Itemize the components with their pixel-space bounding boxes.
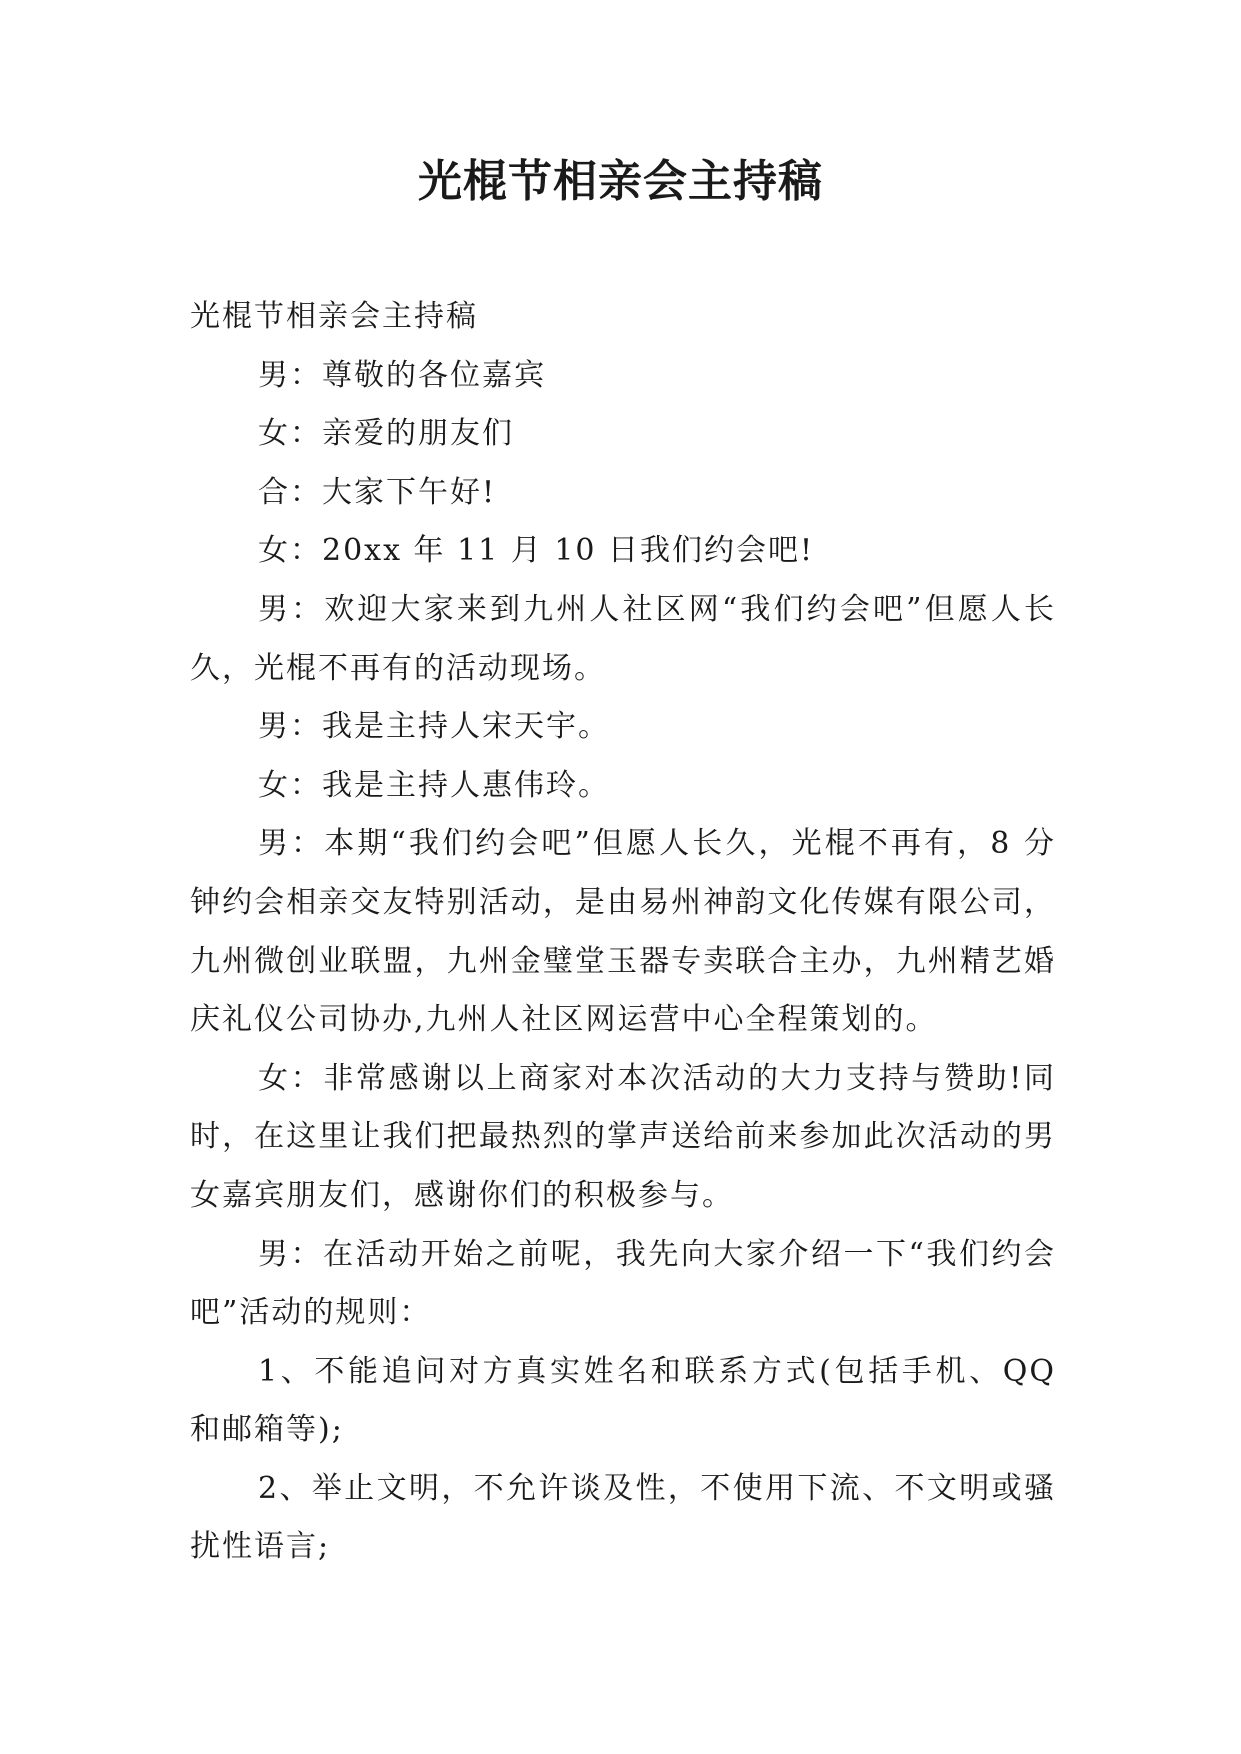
paragraph: 女：非常感谢以上商家对本次活动的大力支持与赞助!同时，在这里让我们把最热烈的掌声送给前来参加此次活动的男女嘉宾朋友们，感谢你们的积极参与。	[190, 1060, 1056, 1213]
document-title: 光棍节相亲会主持稿	[418, 156, 823, 207]
body-heading: 光棍节相亲会主持稿	[190, 299, 478, 334]
paragraph: 男：我是主持人宋天宇。	[258, 709, 610, 745]
paragraph: 男：欢迎大家来到九州人社区网“我们约会吧”但愿人长久，光棍不再有的活动现场。	[190, 591, 1056, 686]
paragraph: 男：在活动开始之前呢，我先向大家介绍一下“我们约会吧”活动的规则：	[190, 1236, 1056, 1331]
rule-item: 2、举止文明，不允许谈及性，不使用下流、不文明或骚扰性语言;	[190, 1470, 1056, 1565]
paragraph: 男：本期“我们约会吧”但愿人长久，光棍不再有，8 分钟约会相亲交友特别活动，是由易州神韵文化传媒有限公司，九州微创业联盟，九州金璧堂玉器专卖联合主办，九州精艺婚庆礼仪公司协办,九州人社区网运营中心全程策划的。	[190, 826, 1056, 1038]
paragraph: 女：我是主持人惠伟玲。	[258, 767, 610, 803]
rule-item: 1、不能追问对方真实姓名和联系方式(包括手机、QQ 和邮箱等);	[190, 1353, 1056, 1448]
paragraph: 女：20xx 年 11 月 10 日我们约会吧!	[258, 533, 815, 569]
paragraph: 合：大家下午好!	[258, 474, 497, 510]
paragraph: 女：亲爱的朋友们	[258, 416, 514, 452]
document-body	[190, 288, 1056, 1577]
paragraph: 男：尊敬的各位嘉宾	[258, 357, 546, 393]
